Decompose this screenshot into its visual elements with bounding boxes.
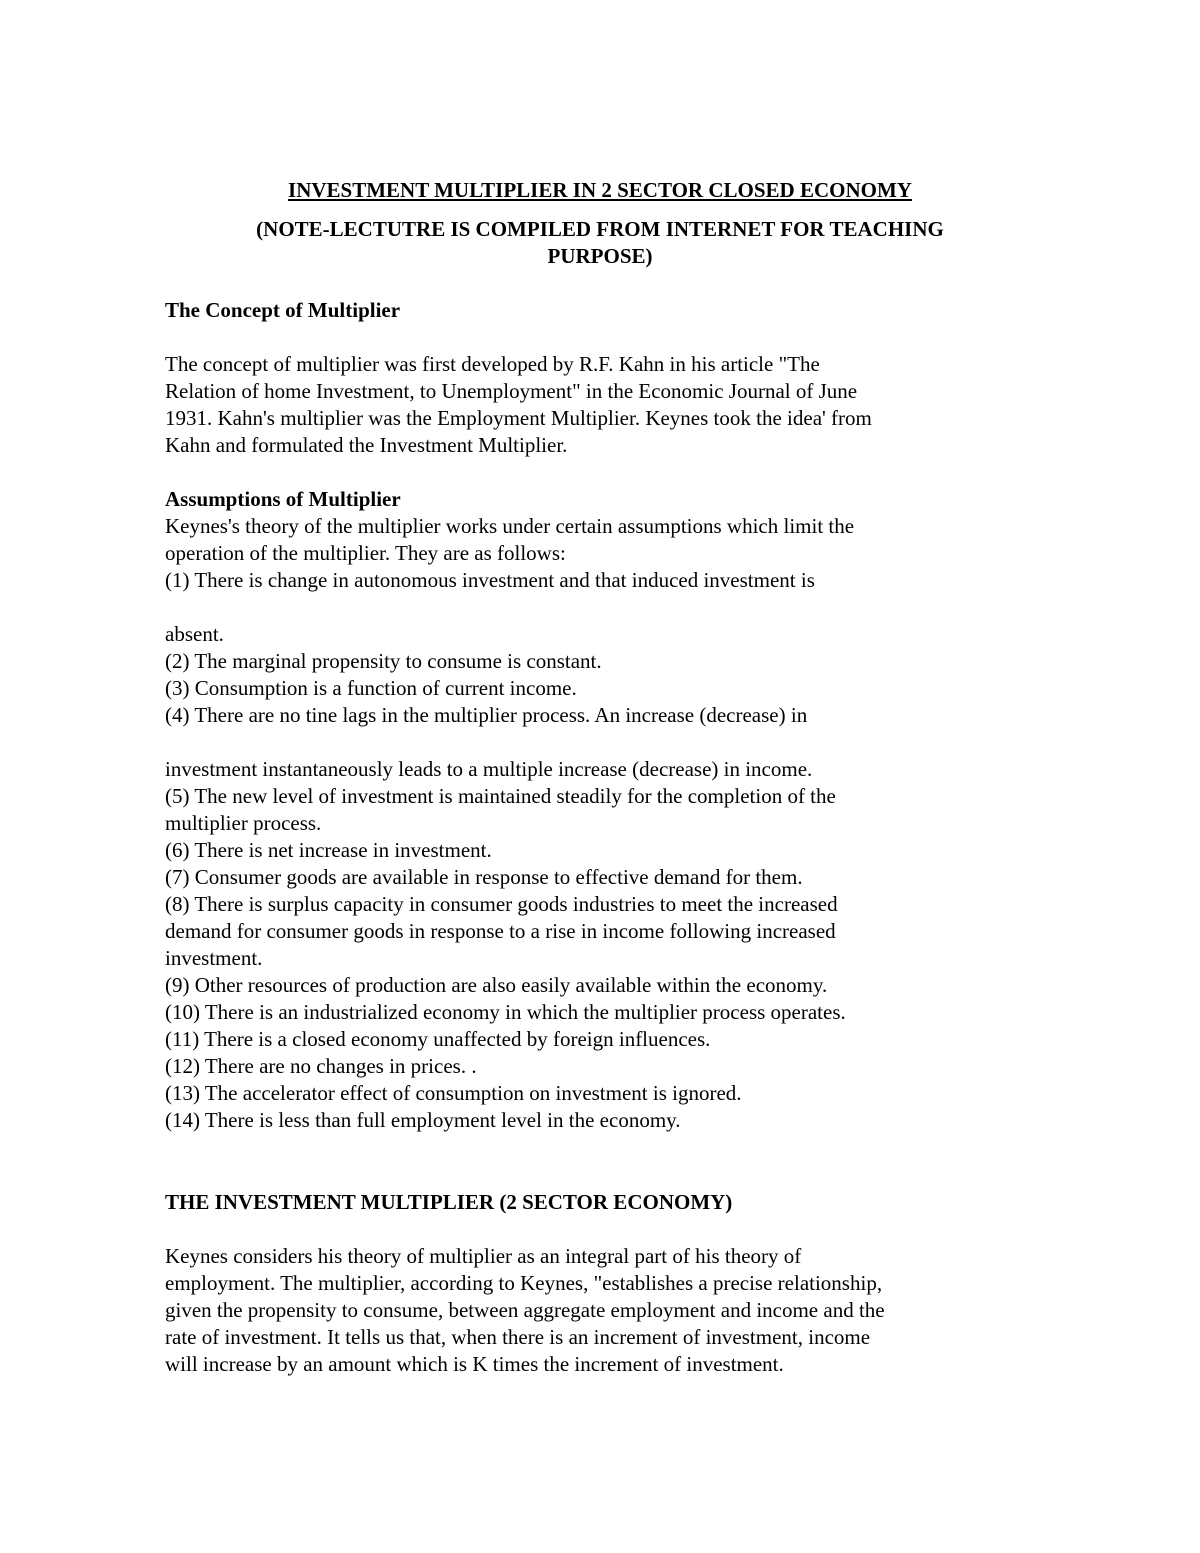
assumption-item: (2) The marginal propensity to consume is constant. bbox=[165, 649, 602, 673]
investment-multiplier-line: will increase by an amount which is K times the increment of investment. bbox=[165, 1352, 784, 1376]
assumption-item: (11) There is a closed economy unaffected by foreign influences. bbox=[165, 1027, 711, 1051]
assumptions-intro-line: operation of the multiplier. They are as follows: bbox=[165, 541, 566, 565]
assumption-item: (6) There is net increase in investment. bbox=[165, 838, 492, 862]
assumption-item: (13) The accelerator effect of consumption on investment is ignored. bbox=[165, 1081, 742, 1105]
assumption-item: absent. bbox=[165, 622, 224, 646]
concept-heading: The Concept of Multiplier bbox=[165, 298, 401, 322]
concept-line: The concept of multiplier was first developed by R.F. Kahn in his article "The bbox=[165, 352, 820, 376]
concept-line: Relation of home Investment, to Unemployment" in the Economic Journal of June bbox=[165, 379, 858, 403]
assumption-item: (4) There are no tine lags in the multiplier process. An increase (decrease) in bbox=[165, 703, 808, 727]
document-note-line-2: PURPOSE) bbox=[547, 244, 653, 268]
assumption-item: (7) Consumer goods are available in response to effective demand for them. bbox=[165, 865, 803, 889]
assumption-item: multiplier process. bbox=[165, 811, 322, 835]
assumption-item: investment instantaneously leads to a multiple increase (decrease) in income. bbox=[165, 757, 813, 781]
document-title: INVESTMENT MULTIPLIER IN 2 SECTOR CLOSED ECONOMY bbox=[288, 178, 912, 202]
assumption-item: investment. bbox=[165, 946, 263, 970]
assumption-item: (1) There is change in autonomous investment and that induced investment is bbox=[165, 568, 815, 592]
assumption-item: (14) There is less than full employment level in the economy. bbox=[165, 1108, 681, 1132]
investment-multiplier-line: employment. The multiplier, according to Keynes, "establishes a precise relationship, bbox=[165, 1271, 883, 1295]
investment-multiplier-heading: THE INVESTMENT MULTIPLIER (2 SECTOR ECONOMY) bbox=[165, 1190, 733, 1214]
document-note-line-1: (NOTE-LECTUTRE IS COMPILED FROM INTERNET FOR TEACHING bbox=[256, 217, 944, 241]
investment-multiplier-line: Keynes considers his theory of multiplier as an integral part of his theory of bbox=[165, 1244, 802, 1268]
assumption-item: (8) There is surplus capacity in consumer goods industries to meet the increased bbox=[165, 892, 838, 916]
assumption-item: demand for consumer goods in response to a rise in income following increased bbox=[165, 919, 836, 943]
investment-multiplier-line: given the propensity to consume, between aggregate employment and income and the bbox=[165, 1298, 885, 1322]
concept-line: Kahn and formulated the Investment Multiplier. bbox=[165, 433, 568, 457]
assumption-item: (10) There is an industrialized economy in which the multiplier process operates. bbox=[165, 1000, 846, 1024]
assumptions-heading: Assumptions of Multiplier bbox=[165, 487, 401, 511]
assumption-item: (5) The new level of investment is maintained steadily for the completion of the bbox=[165, 784, 836, 808]
assumption-item: (9) Other resources of production are also easily available within the economy. bbox=[165, 973, 828, 997]
concept-line: 1931. Kahn's multiplier was the Employment Multiplier. Keynes took the idea' from bbox=[165, 406, 872, 430]
assumptions-intro-line: Keynes's theory of the multiplier works under certain assumptions which limit the bbox=[165, 514, 855, 538]
investment-multiplier-line: rate of investment. It tells us that, when there is an increment of investment, income bbox=[165, 1325, 871, 1349]
assumption-item: (12) There are no changes in prices. . bbox=[165, 1054, 477, 1078]
assumption-item: (3) Consumption is a function of current income. bbox=[165, 676, 577, 700]
